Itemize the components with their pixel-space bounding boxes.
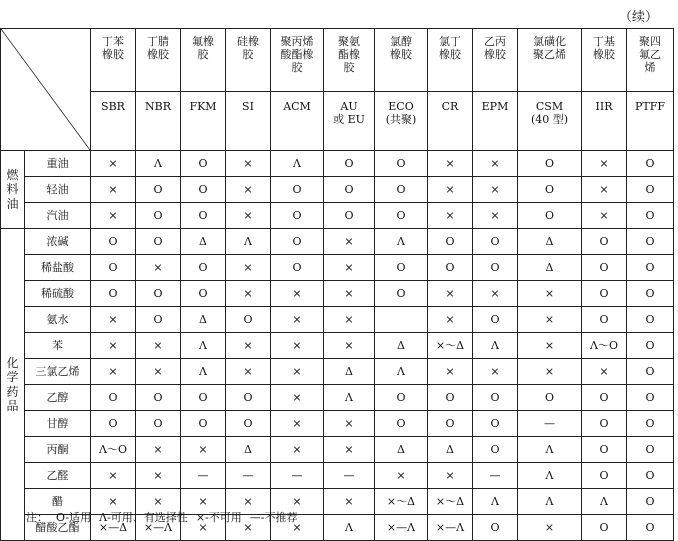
- rating-cell: ×: [473, 281, 518, 307]
- legend-note: [26, 509, 305, 525]
- material-name-header: 硅橡 胶: [226, 29, 271, 92]
- rating-cell: O: [181, 255, 226, 281]
- material-name-header: 氟橡 胶: [181, 29, 226, 92]
- rating-cell: ×: [91, 203, 136, 229]
- rating-cell: O: [627, 515, 674, 541]
- rating-cell: O: [473, 307, 518, 333]
- rating-cell: O: [627, 333, 674, 359]
- diagonal-line: [1, 29, 90, 150]
- rating-cell: ×: [91, 307, 136, 333]
- material-name-header: 氯丁 橡胶: [428, 29, 473, 92]
- rating-cell: O: [91, 385, 136, 411]
- rating-cell: Λ: [518, 437, 582, 463]
- rating-cell: O: [375, 151, 428, 177]
- material-name-header: 丁苯 橡胶: [91, 29, 136, 92]
- rating-cell: O: [582, 515, 627, 541]
- rating-cell: Δ: [375, 437, 428, 463]
- rating-cell: ×: [473, 177, 518, 203]
- table-row: [1, 333, 674, 359]
- rating-cell: Δ: [324, 359, 375, 385]
- medium-cell: 醋酸乙酯: [25, 515, 91, 541]
- rating-cell: ×: [181, 489, 226, 515]
- rating-cell: ×: [136, 463, 181, 489]
- rating-cell: ×: [428, 151, 473, 177]
- material-name-header: 聚氨 酯橡 胶: [324, 29, 375, 92]
- legend-item: ×-不可用: [195, 511, 242, 524]
- rating-cell: Δ: [375, 333, 428, 359]
- rating-cell: O: [375, 203, 428, 229]
- rating-cell: ×: [91, 489, 136, 515]
- rating-cell: O: [582, 411, 627, 437]
- rating-cell: ×: [582, 177, 627, 203]
- rating-cell: ×: [582, 151, 627, 177]
- material-name-header: 氯磺化 聚乙烯: [518, 29, 582, 92]
- rating-cell: Δ: [518, 255, 582, 281]
- medium-cell: 乙醛: [25, 463, 91, 489]
- rating-cell: O: [181, 411, 226, 437]
- rating-cell: ×: [136, 359, 181, 385]
- material-code-header: ECO (共聚): [375, 92, 428, 151]
- rating-cell: ×: [324, 229, 375, 255]
- material-name-header: 氯醇 橡胶: [375, 29, 428, 92]
- table-row: [1, 385, 674, 411]
- rating-cell: O: [518, 151, 582, 177]
- rating-cell: ×: [226, 151, 271, 177]
- rating-cell: ×～Δ: [375, 489, 428, 515]
- rating-cell: ×: [324, 333, 375, 359]
- medium-cell: 氨水: [25, 307, 91, 333]
- medium-cell: 汽油: [25, 203, 91, 229]
- rating-cell: ×: [181, 437, 226, 463]
- rating-cell: ×—Δ: [91, 515, 136, 541]
- rating-cell: O: [627, 307, 674, 333]
- table-row: [1, 177, 674, 203]
- rating-cell: O: [473, 437, 518, 463]
- rating-cell: O: [473, 411, 518, 437]
- rating-cell: O: [91, 255, 136, 281]
- rating-cell: O: [271, 229, 324, 255]
- rating-cell: [375, 307, 428, 333]
- material-code-header: IIR: [582, 92, 627, 151]
- rating-cell: O: [473, 255, 518, 281]
- rating-cell: O: [473, 385, 518, 411]
- rating-cell: O: [627, 359, 674, 385]
- legend-item: O-适用: [56, 511, 92, 524]
- table-row: [1, 229, 674, 255]
- legend-prefix: 注：: [26, 511, 48, 524]
- material-code-header: EPM: [473, 92, 518, 151]
- medium-cell: 甘醇: [25, 411, 91, 437]
- rating-cell: O: [181, 385, 226, 411]
- rating-cell: ×: [181, 515, 226, 541]
- rating-cell: O: [324, 151, 375, 177]
- rating-cell: O: [375, 177, 428, 203]
- rating-cell: ×—Λ: [428, 515, 473, 541]
- medium-cell: 浓碱: [25, 229, 91, 255]
- rating-cell: ×: [136, 255, 181, 281]
- rating-cell: ×: [428, 281, 473, 307]
- table-row: [1, 307, 674, 333]
- rating-cell: ×: [226, 359, 271, 385]
- rating-cell: Λ: [518, 463, 582, 489]
- rating-cell: ×: [324, 281, 375, 307]
- rating-cell: O: [582, 437, 627, 463]
- rating-cell: O: [627, 151, 674, 177]
- rating-cell: ×: [518, 333, 582, 359]
- rating-cell: Λ～O: [91, 437, 136, 463]
- rating-cell: O: [324, 203, 375, 229]
- rating-cell: ×: [324, 255, 375, 281]
- material-code-header: SBR: [91, 92, 136, 151]
- rating-cell: ×: [226, 281, 271, 307]
- rating-cell: O: [136, 229, 181, 255]
- rating-cell: O: [136, 203, 181, 229]
- rating-cell: ×: [473, 203, 518, 229]
- rating-cell: O: [271, 177, 324, 203]
- rating-cell: O: [181, 177, 226, 203]
- rating-cell: O: [627, 385, 674, 411]
- rating-cell: O: [181, 151, 226, 177]
- rating-cell: ×: [91, 463, 136, 489]
- rating-cell: ×: [226, 333, 271, 359]
- table-row: [1, 281, 674, 307]
- rating-cell: ×: [226, 515, 271, 541]
- material-code-header: SI: [226, 92, 271, 151]
- rating-cell: O: [91, 411, 136, 437]
- rating-cell: ×: [518, 515, 582, 541]
- medium-cell: 醋: [25, 489, 91, 515]
- rating-cell: O: [582, 385, 627, 411]
- table-row: [1, 255, 674, 281]
- rating-cell: Δ: [226, 437, 271, 463]
- rating-cell: O: [627, 489, 674, 515]
- rating-cell: ×: [271, 359, 324, 385]
- rating-cell: O: [582, 463, 627, 489]
- rating-cell: ×: [473, 151, 518, 177]
- rating-cell: ×: [91, 359, 136, 385]
- rating-cell: O: [375, 411, 428, 437]
- rating-cell: O: [627, 177, 674, 203]
- chemical-resistance-table: [0, 28, 674, 541]
- rating-cell: ×～Δ: [428, 333, 473, 359]
- rating-cell: ×: [271, 307, 324, 333]
- rating-cell: Λ: [473, 489, 518, 515]
- rating-cell: Λ: [136, 151, 181, 177]
- rating-cell: O: [582, 255, 627, 281]
- rating-cell: Λ: [181, 359, 226, 385]
- rating-cell: ×: [473, 359, 518, 385]
- rating-cell: O: [473, 229, 518, 255]
- rating-cell: Λ: [375, 229, 428, 255]
- table-row: [1, 463, 674, 489]
- rating-cell: O: [375, 281, 428, 307]
- rating-cell: O: [627, 255, 674, 281]
- rating-cell: O: [627, 203, 674, 229]
- rating-cell: ×: [136, 437, 181, 463]
- material-name-header: 丁腈 橡胶: [136, 29, 181, 92]
- rating-cell: ×: [226, 177, 271, 203]
- rating-cell: —: [518, 411, 582, 437]
- rating-cell: O: [627, 437, 674, 463]
- table-row: [1, 203, 674, 229]
- medium-cell: 苯: [25, 333, 91, 359]
- rating-cell: —: [473, 463, 518, 489]
- rating-cell: Δ: [428, 437, 473, 463]
- rating-cell: ×: [226, 255, 271, 281]
- legend-item: Λ-可用、有选择性: [99, 511, 188, 524]
- rating-cell: ×: [375, 463, 428, 489]
- rating-cell: ×: [518, 281, 582, 307]
- rating-cell: Λ: [473, 333, 518, 359]
- rating-cell: O: [428, 229, 473, 255]
- rating-cell: O: [582, 229, 627, 255]
- rating-cell: O: [627, 229, 674, 255]
- rating-cell: ×—Λ: [375, 515, 428, 541]
- rating-cell: ×～Δ: [428, 489, 473, 515]
- rating-cell: Λ: [518, 489, 582, 515]
- rating-cell: ×: [518, 359, 582, 385]
- rating-cell: ×: [226, 203, 271, 229]
- rating-cell: O: [518, 385, 582, 411]
- rating-cell: ×: [271, 281, 324, 307]
- material-name-header: 乙丙 橡胶: [473, 29, 518, 92]
- rating-cell: ×—Λ: [136, 515, 181, 541]
- rating-cell: ×: [324, 307, 375, 333]
- rating-cell: ×: [428, 203, 473, 229]
- rating-cell: ×: [271, 333, 324, 359]
- table-row: [1, 411, 674, 437]
- rating-cell: Λ～O: [582, 333, 627, 359]
- rating-cell: O: [226, 385, 271, 411]
- rating-cell: ×: [324, 437, 375, 463]
- rating-cell: Λ: [181, 333, 226, 359]
- rating-cell: Λ: [271, 151, 324, 177]
- material-code-header: AU 或 EU: [324, 92, 375, 151]
- rating-cell: Λ: [582, 489, 627, 515]
- rating-cell: O: [324, 177, 375, 203]
- material-code-header: PTFF: [627, 92, 674, 151]
- rating-cell: O: [627, 411, 674, 437]
- rating-cell: ×: [91, 151, 136, 177]
- material-name-header: 聚丙烯 酸酯橡 胶: [271, 29, 324, 92]
- rating-cell: Δ: [181, 307, 226, 333]
- medium-cell: 乙醇: [25, 385, 91, 411]
- rating-cell: ×: [582, 203, 627, 229]
- rating-cell: O: [136, 307, 181, 333]
- legend-item: —-不推荐: [249, 511, 298, 524]
- material-code-header: CSM (40 型): [518, 92, 582, 151]
- rating-cell: ×: [428, 307, 473, 333]
- material-name-header: 聚四 氟乙 烯: [627, 29, 674, 92]
- rating-cell: O: [627, 281, 674, 307]
- rating-cell: O: [271, 255, 324, 281]
- rating-cell: O: [375, 255, 428, 281]
- rating-cell: ×: [428, 359, 473, 385]
- rating-cell: Λ: [324, 515, 375, 541]
- material-name-header: 丁基 橡胶: [582, 29, 627, 92]
- rating-cell: O: [473, 515, 518, 541]
- rating-cell: Λ: [226, 229, 271, 255]
- rating-cell: ×: [271, 515, 324, 541]
- rating-cell: O: [428, 411, 473, 437]
- medium-cell: 重油: [25, 151, 91, 177]
- medium-cell: 稀硫酸: [25, 281, 91, 307]
- material-code-header: ACM: [271, 92, 324, 151]
- rating-cell: O: [136, 385, 181, 411]
- rating-cell: ×: [226, 489, 271, 515]
- material-code-header: CR: [428, 92, 473, 151]
- rating-cell: ×: [91, 333, 136, 359]
- rating-cell: ×: [428, 463, 473, 489]
- rating-cell: O: [136, 281, 181, 307]
- rating-cell: O: [226, 411, 271, 437]
- category-cell: 燃 料 油: [1, 151, 25, 229]
- continued-label: （续）: [618, 10, 658, 25]
- rating-cell: —: [181, 463, 226, 489]
- material-code-header: FKM: [181, 92, 226, 151]
- rating-cell: ×: [136, 489, 181, 515]
- medium-cell: 稀盐酸: [25, 255, 91, 281]
- category-cell: 化 学 药 品: [1, 229, 25, 541]
- medium-cell: 三氯乙烯: [25, 359, 91, 385]
- rating-cell: O: [627, 463, 674, 489]
- rating-cell: O: [582, 281, 627, 307]
- rating-cell: O: [428, 385, 473, 411]
- rating-cell: O: [136, 177, 181, 203]
- rating-cell: ×: [324, 489, 375, 515]
- rating-cell: O: [518, 177, 582, 203]
- corner-diagonal-cell: [1, 29, 91, 151]
- rating-cell: ×: [271, 385, 324, 411]
- rating-cell: ×: [518, 307, 582, 333]
- rating-cell: ×: [324, 411, 375, 437]
- rating-cell: Λ: [324, 385, 375, 411]
- material-code-header: NBR: [136, 92, 181, 151]
- medium-cell: 轻油: [25, 177, 91, 203]
- rating-cell: ×: [582, 359, 627, 385]
- rating-cell: ×: [271, 411, 324, 437]
- rating-cell: ×: [271, 437, 324, 463]
- table-row: [1, 359, 674, 385]
- rating-cell: Δ: [181, 229, 226, 255]
- rating-cell: ×: [91, 177, 136, 203]
- rating-cell: O: [91, 229, 136, 255]
- table-row: [1, 437, 674, 463]
- rating-cell: ×: [271, 489, 324, 515]
- rating-cell: ×: [428, 177, 473, 203]
- rating-cell: O: [91, 281, 136, 307]
- medium-cell: 丙酮: [25, 437, 91, 463]
- rating-cell: O: [582, 307, 627, 333]
- rating-cell: —: [226, 463, 271, 489]
- rating-cell: Λ: [375, 359, 428, 385]
- rating-cell: O: [271, 203, 324, 229]
- rating-cell: ×: [136, 333, 181, 359]
- rating-cell: O: [518, 203, 582, 229]
- rating-cell: —: [324, 463, 375, 489]
- rating-cell: O: [136, 411, 181, 437]
- rating-cell: O: [181, 281, 226, 307]
- table-row: [1, 151, 674, 177]
- rating-cell: O: [375, 385, 428, 411]
- rating-cell: Δ: [518, 229, 582, 255]
- rating-cell: O: [428, 255, 473, 281]
- rating-cell: O: [181, 203, 226, 229]
- rating-cell: —: [271, 463, 324, 489]
- rating-cell: O: [226, 307, 271, 333]
